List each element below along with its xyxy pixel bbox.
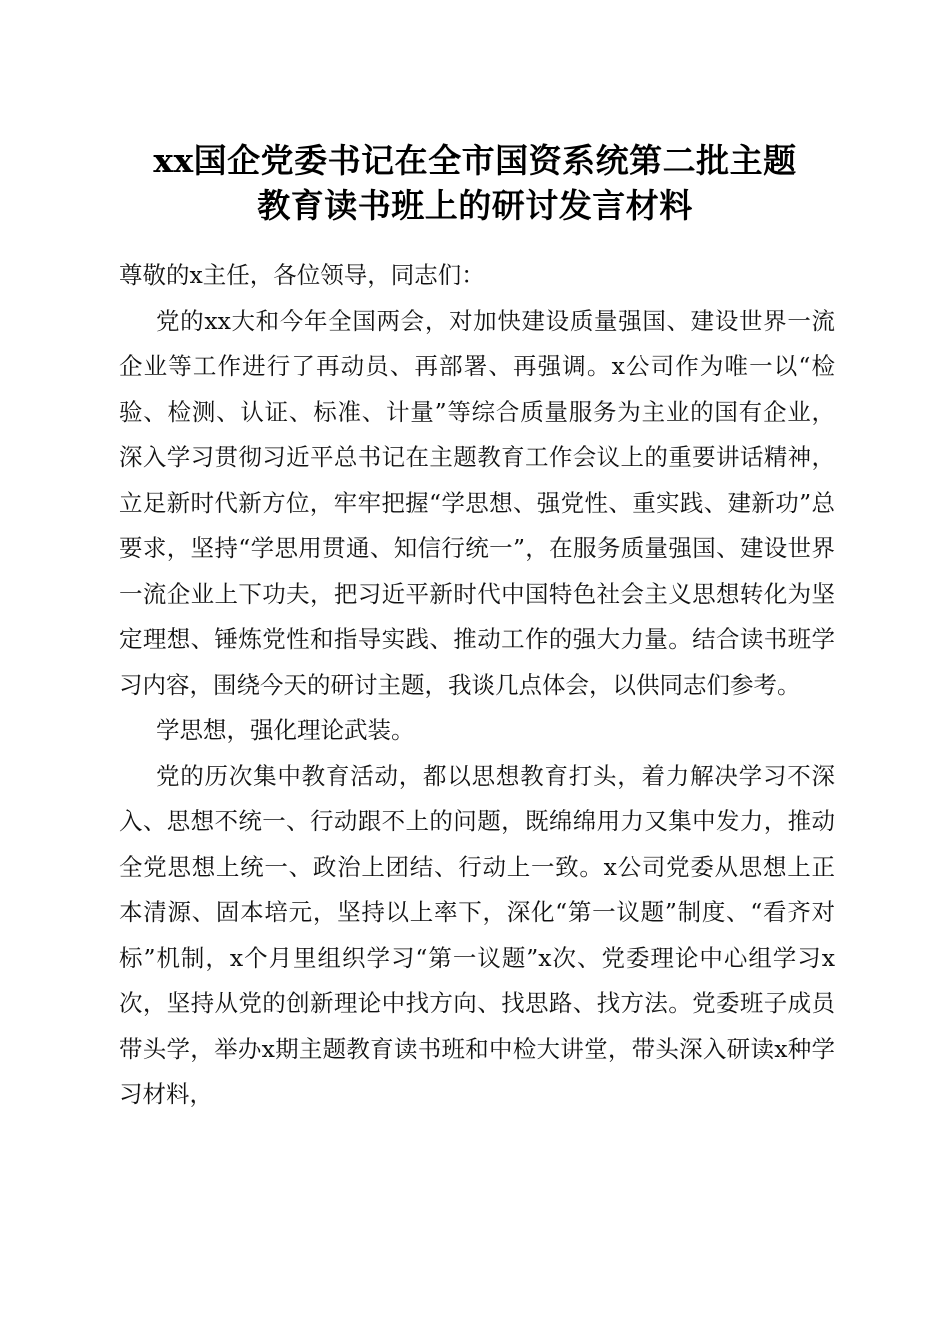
title-line-1: xx国企党委书记在全市国资系统第二批主题 [153, 141, 797, 180]
document-title [60, 138, 890, 228]
document-body [119, 253, 835, 1118]
title-line-2: 教育读书班上的研讨发言材料 [257, 186, 693, 225]
section-heading: 学思想，强化理论武装。 [156, 716, 415, 744]
paragraph-intro: 党的xx大和今年全国两会，对加快建设质量强国、建设世界一流企业等工作进行了再动员、再部署、再强调。x公司作为唯一以“检验、检测、认证、标准、计量”等综合质量服务为主业的国有企业，深入学习贯彻习近平总书记在主题教育工作会议上的重要讲话精神，立足新时代新方位，牢牢把握“学思想、强党性、重实践、建新功”总要求，坚持“学思用贯通、知信行统一”，在服务质量强国、建设世界一流企业上下功夫，把习近平新时代中国特色社会主义思想转化为坚定理想、锤炼党性和指导实践、推动工作的强大力量。结合读书班学习内容，围绕今天的研讨主题，我谈几点体会，以供同志们参考。 [119, 306, 835, 699]
paragraph-study: 党的历次集中教育活动，都以思想教育打头，着力解决学习不深入、思想不统一、行动跟不上的问题，既绵绵用力又集中发力，推动全党思想上统一、政治上团结、行动上一致。x公司党委从思想上正本清源、固本培元，坚持以上率下，深化“第一议题”制度、“看齐对标”机制，x个月里组织学习“第一议题”x次、党委理论中心组学习x次，坚持从党的创新理论中找方向、找思路、找方法。党委班子成员带头学，举办x期主题教育读书班和中检大讲堂，带头深入研读x种学习材料， [119, 761, 835, 1108]
salutation: 尊敬的x主任，各位领导，同志们： [119, 261, 485, 289]
